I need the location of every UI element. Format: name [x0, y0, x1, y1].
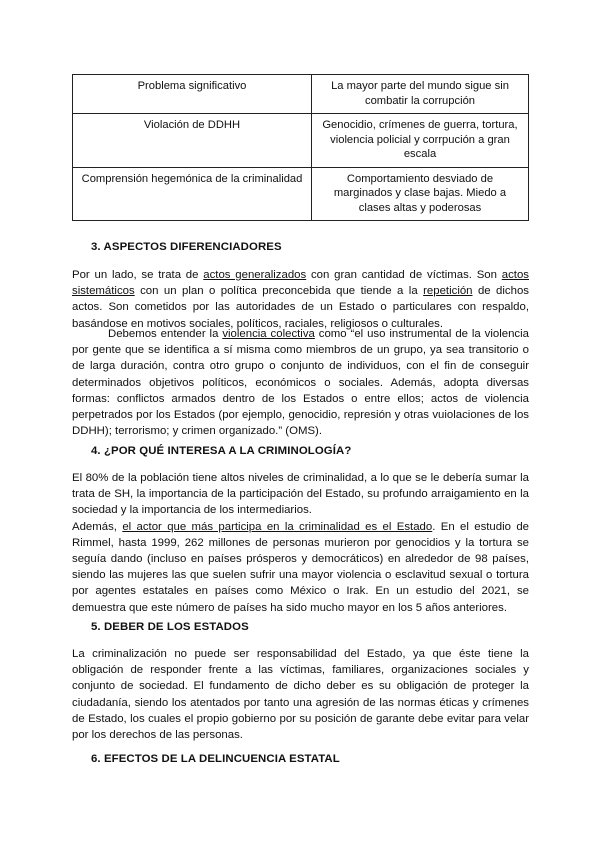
underlined-term: actos generalizados: [203, 269, 307, 281]
paragraph: La criminalización no puede ser responsabilidad del Estado, ya que éste tiene la obligación de responder frente a las víctimas, familiares, organizaciones sociales y conjunto de sociedad. El fundamento de dicho deber es su obligación de proteger la ciudadanía, siendo los atentados por tanto una agresión de las normas éticas y crímenes de Estado, los cuales el propio gobierno por su posición de garante debe evitar para velar por los derechos de las personas.: [72, 648, 529, 742]
table-cell: Comprensión hegemónica de la criminalidad: [73, 167, 312, 221]
underlined-term: repetición: [423, 285, 473, 298]
text-run: Por un lado, se trata de: [72, 269, 204, 281]
text-run: Además,: [72, 520, 123, 533]
table-row: [73, 167, 529, 221]
section-heading: 5. DEBER DE LOS ESTADOS: [91, 621, 249, 633]
paragraph: [72, 267, 529, 332]
text-run: como “el uso instrumental de la violencia por gente que se identifica a sí misma como miembros de un grupo, ya sea transitorio o de larga duración, contra otro grupo o conjunto de individuos, con el fin de conseguir determinados objetivos políticos, económicos o sociales. Además, adopta diversas formas: conflictos armados dentro de los Estados o entre ellos; actos de violencia perpetrados por los Estados (por ejemplo, genocidio, represión y otras vuiolaciones de los DDHH); terrorismo; y crimen organizado.” (OMS).: [72, 328, 529, 438]
text-run: de dichos actos. Son cometidos por las autoridades de un Estado o particulares con respaldo, basándose en motivos sociales, políticos, raciales, religiosos o culturales.: [72, 285, 529, 330]
text-run: con un plan o política preconcebida que tiende a la: [134, 285, 424, 298]
paragraph: [72, 326, 529, 439]
table-cell: Problema significativo: [73, 75, 312, 114]
table-row: [73, 75, 529, 114]
section-heading: 6. EFECTOS DE LA DELINCUENCIA ESTATAL: [91, 753, 340, 765]
section-heading: 3. ASPECTOS DIFERENCIADORES: [91, 241, 282, 253]
comparison-table: [72, 74, 529, 221]
table-cell: Violación de DDHH: [73, 114, 312, 168]
table-cell: Genocidio, crímenes de guerra, tortura, violencia policial y corrpución a gran escala: [312, 114, 529, 168]
text-run: con gran cantidad de víctimas. Son: [306, 269, 502, 281]
text-run: . En el estudio de Rimmel, hasta 1999, 262 millones de personas murieron por genocidios y la tortura se seguía dando (incluso en países prósperos y democráticos) en alrededor de 98 países, siendo las mujeres las que suelen sufrir una mayor violencia o esclavitud sexual o tortura por agentes estatales en países como México o Irak. En un estudio del 2021, se demuestra que este número de países ha sido mucho mayor en los 5 años anteriores.: [72, 520, 529, 614]
section-heading: 4. ¿POR QUÉ INTERESA A LA CRIMINOLOGÍA?: [91, 445, 352, 457]
table-cell: La mayor parte del mundo sigue sin combatir la corrupción: [312, 75, 529, 114]
table-row: [73, 114, 529, 168]
paragraph: [72, 519, 529, 616]
paragraph-group: [72, 470, 529, 616]
table-cell: Comportamiento desviado de marginados y clase bajas. Miedo a clases altas y poderosas: [312, 167, 529, 221]
underlined-term: actos sistemáticos: [72, 269, 529, 298]
underlined-term: violencia colectiva: [222, 328, 315, 340]
paragraph: El 80% de la población tiene altos niveles de criminalidad, a lo que se le debería sumar la trata de SH, la importancia de la participación del Estado, su profundo arraigamiento en la sociedad y la importancia de los intermediarios.: [72, 472, 529, 517]
text-run: Debemos entender la: [108, 328, 223, 340]
underlined-term: el actor que más participa en la criminalidad es el Estado: [122, 520, 433, 533]
